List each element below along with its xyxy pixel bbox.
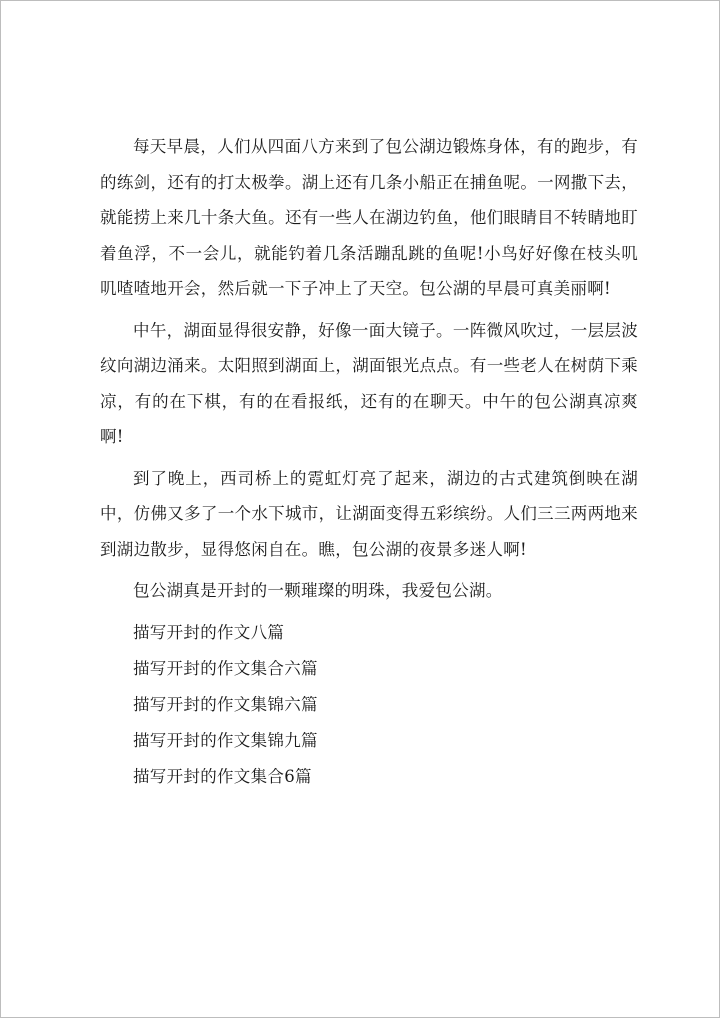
related-title: 描写开封的作文八篇: [133, 622, 285, 642]
related-title: 描写开封的作文集锦九篇: [133, 730, 318, 750]
paragraph-evening: 到了晚上，西司桥上的霓虹灯亮了起来，湖边的古式建筑倒映在湖中，仿佛又多了一个水下城市，让湖面变得五彩缤纷。人们三三两两地来到湖边散步，显得悠闲自在。瞧，包公湖的夜景多迷人啊!: [100, 468, 638, 559]
paragraph-noon: 中午，湖面显得很安静，好像一面大镜子。一阵微风吹过，一层层波纹向湖边涌来。太阳照到湖面上，湖面银光点点。有一些老人在树荫下乘凉，有的在下棋，有的在看报纸，还有的在聊天。中午的包公湖真凉爽啊!: [100, 320, 638, 446]
related-title: 描写开封的作文集锦六篇: [133, 694, 318, 714]
related-title: 描写开封的作文集合6篇: [133, 766, 312, 786]
document-body: [100, 129, 638, 795]
related-title: 描写开封的作文集合六篇: [133, 658, 318, 678]
paragraph-conclusion: 包公湖真是开封的一颗璀璨的明珠，我爱包公湖。: [133, 581, 503, 600]
paragraph-morning: 每天早晨，人们从四面八方来到了包公湖边锻炼身体，有的跑步，有的练剑，还有的打太极拳。湖上还有几条小船正在捕鱼呢。一网撒下去，就能捞上来几十条大鱼。还有一些人在湖边钓鱼，他们眼睛目不转睛地盯着鱼浮，不一会儿，就能钓着几条活蹦乱跳的鱼呢!小鸟好好像在枝头叽叽喳喳地开会，然后就一下子冲上了天空。包公湖的早晨可真美丽啊!: [100, 137, 638, 298]
